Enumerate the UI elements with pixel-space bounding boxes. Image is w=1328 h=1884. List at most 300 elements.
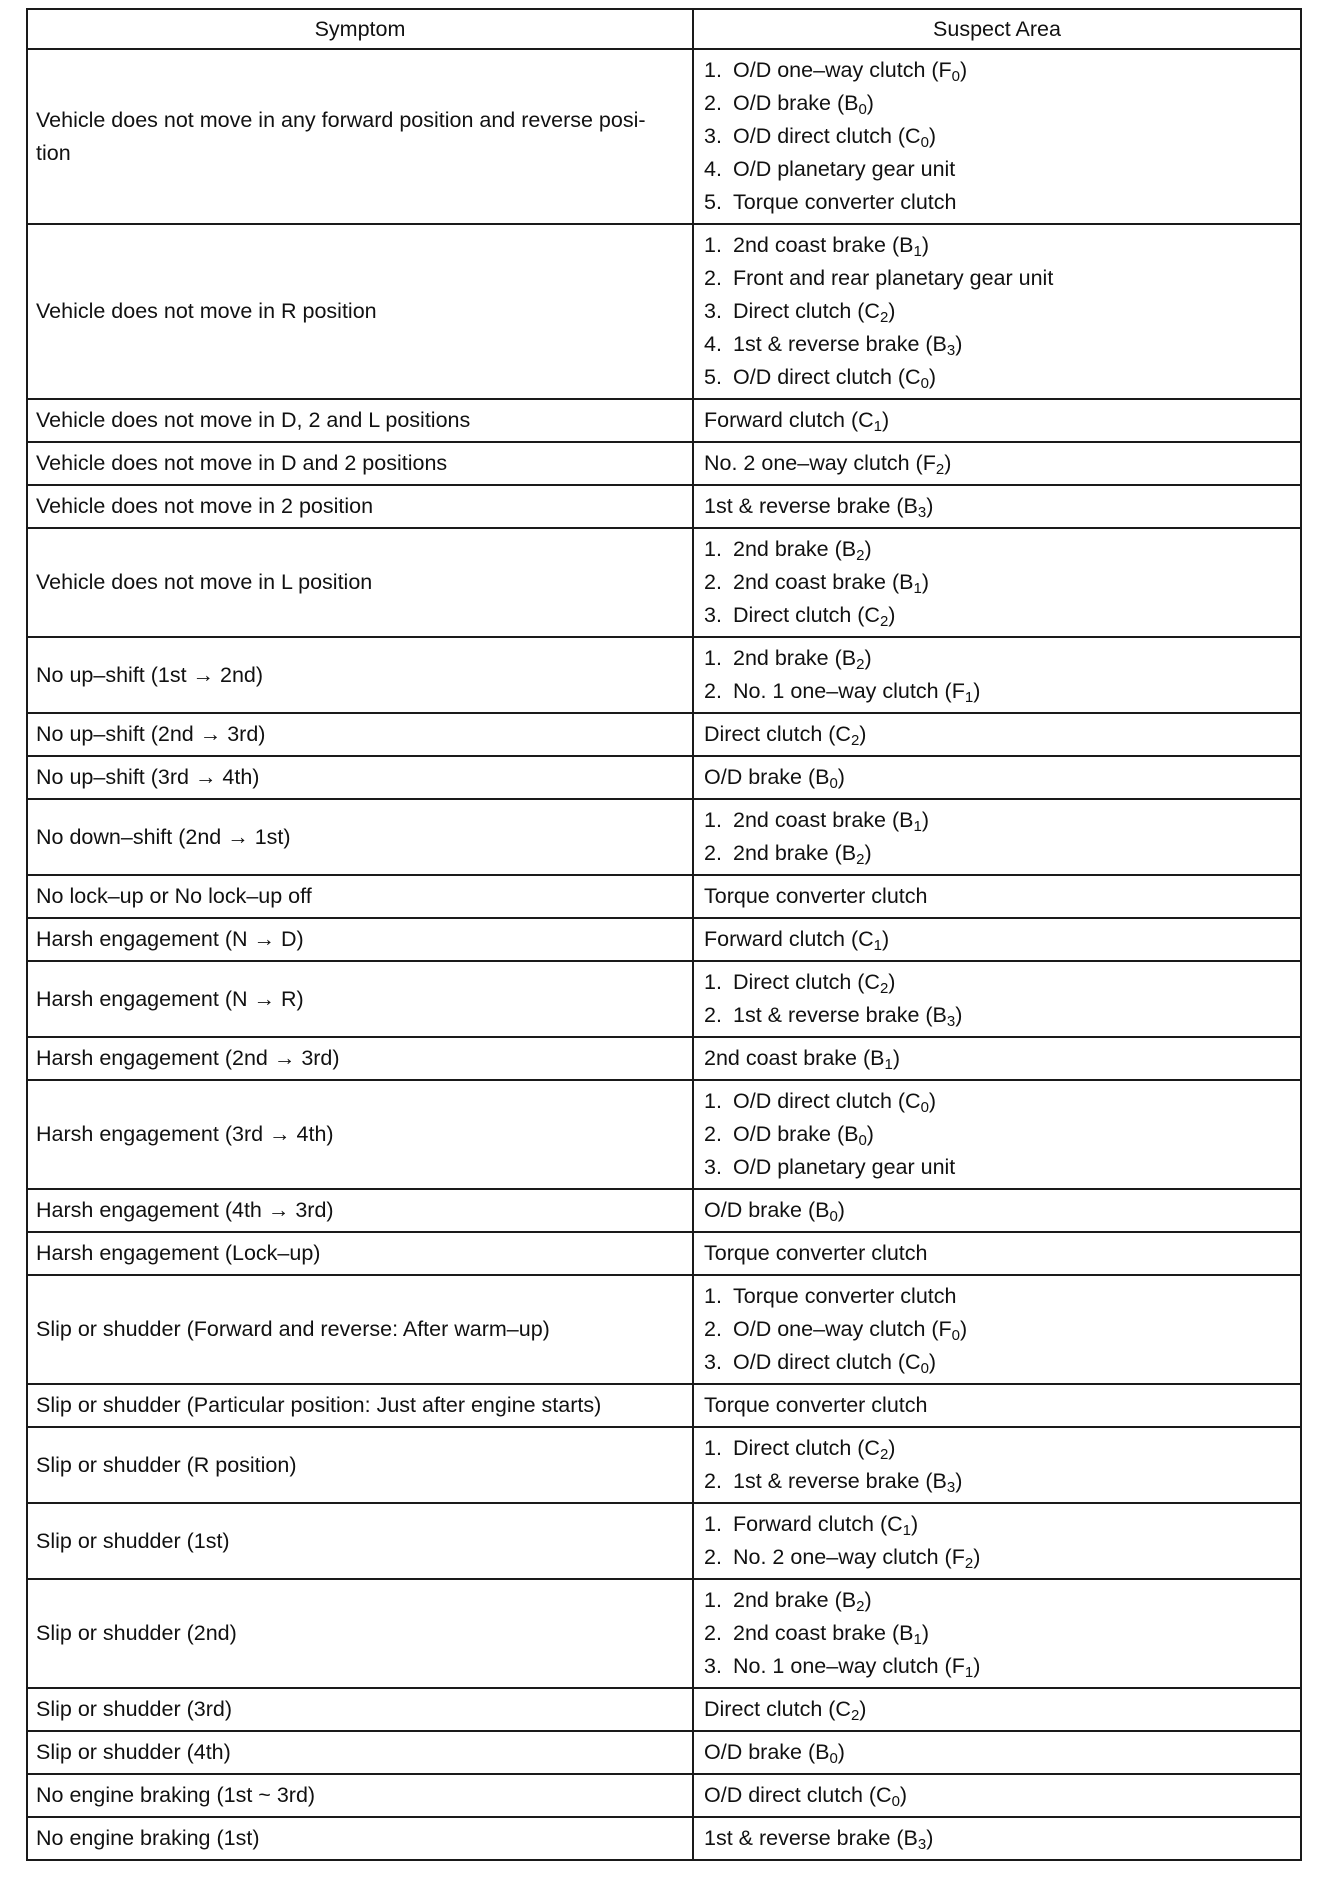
item-close-paren: )	[888, 1436, 896, 1460]
item-number: 3.	[704, 1155, 722, 1179]
item-subscript: 3	[946, 1479, 956, 1496]
table-row	[27, 1037, 1301, 1080]
suspect-area-cell	[693, 1427, 1301, 1503]
table-row	[27, 399, 1301, 442]
symptom-cell	[27, 1427, 693, 1503]
item-text: Direct clutch (C	[704, 722, 851, 746]
table-row	[27, 49, 1301, 224]
item-text: O/D planetary gear unit	[733, 1155, 956, 1179]
item-number: 4.	[704, 332, 722, 356]
symptom-cell	[27, 442, 693, 485]
item-subscript: 1	[873, 418, 882, 435]
table-row	[27, 1731, 1301, 1774]
symptom-text: Slip or shudder (2nd)	[36, 1621, 237, 1645]
suspect-area-cell	[693, 799, 1301, 875]
item-number: 3.	[704, 1654, 722, 1678]
item-subscript: 2	[879, 980, 889, 997]
table-row	[27, 875, 1301, 918]
item-text: Forward clutch (C	[704, 927, 874, 951]
item-subscript: 1	[902, 1522, 911, 1539]
item-number: 2.	[704, 1122, 722, 1146]
table-row	[27, 1774, 1301, 1817]
item-close-paren: )	[928, 1089, 937, 1113]
item-close-paren: )	[921, 233, 929, 257]
suspect-area-cell	[693, 1189, 1301, 1232]
item-number: 1.	[704, 1089, 722, 1113]
symptom-cell	[27, 1503, 693, 1579]
item-text: 2nd coast brake (B	[733, 233, 914, 257]
item-number: 3.	[704, 1350, 722, 1374]
item-number: 5.	[704, 365, 722, 389]
suspect-area-cell	[693, 1817, 1301, 1860]
table-row	[27, 442, 1301, 485]
suspect-area-item	[704, 1617, 1292, 1650]
item-text: Direct clutch (C	[704, 1697, 851, 1721]
item-close-paren: )	[892, 1046, 900, 1070]
symptom-cell	[27, 756, 693, 799]
item-text: 1st & reverse brake (B	[704, 1826, 918, 1850]
item-close-paren: )	[864, 537, 872, 561]
item-number: 1.	[704, 970, 722, 994]
item-close-paren: )	[866, 91, 874, 115]
item-subscript: 3	[917, 504, 927, 521]
suspect-area-item	[704, 642, 1292, 675]
item-close-paren: )	[837, 1740, 845, 1764]
symptom-text: No up–shift (2nd → 3rd)	[36, 722, 266, 746]
suspect-area-item	[704, 1650, 1292, 1683]
symptom-cell	[27, 918, 693, 961]
symptom-cell	[27, 49, 693, 224]
suspect-area-item	[704, 328, 1292, 361]
item-number: 1.	[704, 1588, 722, 1612]
symptom-text: Harsh engagement (N → D)	[36, 927, 304, 951]
suspect-area-item	[704, 1822, 1292, 1855]
item-close-paren: )	[866, 1122, 874, 1146]
suspect-area-item	[704, 229, 1292, 262]
item-text: No. 1 one–way clutch (F	[733, 1654, 965, 1678]
item-close-paren: )	[882, 927, 890, 951]
item-text: 2nd brake (B	[733, 841, 857, 865]
item-text: Front and rear planetary gear unit	[733, 266, 1054, 290]
item-number: 1.	[704, 1512, 722, 1536]
item-subscript: 1	[913, 1631, 922, 1648]
suspect-area-cell	[693, 1275, 1301, 1384]
item-subscript: 3	[917, 1836, 927, 1853]
suspect-area-cell	[693, 485, 1301, 528]
item-close-paren: )	[837, 765, 845, 789]
item-close-paren: )	[928, 124, 937, 148]
item-number: 1.	[704, 537, 722, 561]
item-number: 2.	[704, 266, 722, 290]
suspect-area-item	[704, 804, 1292, 837]
suspect-area-item	[704, 186, 1292, 219]
item-number: 5.	[704, 190, 722, 214]
table-row	[27, 1275, 1301, 1384]
item-close-paren: )	[859, 722, 867, 746]
item-close-paren: )	[882, 408, 890, 432]
symptom-cell	[27, 224, 693, 399]
symptom-cell	[27, 799, 693, 875]
symptom-cell	[27, 875, 693, 918]
item-text: 2nd coast brake (B	[704, 1046, 885, 1070]
item-subscript: 2	[850, 1707, 860, 1724]
symptom-text: Vehicle does not move in D and 2 positions	[36, 451, 448, 475]
symptom-text: Harsh engagement (Lock–up)	[36, 1241, 321, 1265]
item-text: 2nd coast brake (B	[733, 1621, 914, 1645]
table-row	[27, 1817, 1301, 1860]
item-subscript: 2	[935, 461, 945, 478]
item-text: 2nd coast brake (B	[733, 570, 914, 594]
item-text: O/D direct clutch (C	[733, 1350, 921, 1374]
suspect-area-column-header: Suspect Area	[693, 9, 1301, 49]
suspect-area-item	[704, 1432, 1292, 1465]
table-row	[27, 918, 1301, 961]
item-number: 2.	[704, 1003, 722, 1027]
symptom-text: Slip or shudder (1st)	[36, 1528, 230, 1553]
suspect-area-item	[704, 1779, 1292, 1812]
suspect-area-cell	[693, 875, 1301, 918]
item-subscript: 0	[920, 134, 929, 151]
item-subscript: 0	[920, 375, 929, 392]
item-text: O/D brake (B	[704, 765, 830, 789]
suspect-area-item	[704, 599, 1292, 632]
suspect-area-item	[704, 1085, 1292, 1118]
suspect-area-cell	[693, 1731, 1301, 1774]
symptom-cell	[27, 1688, 693, 1731]
suspect-area-cell	[693, 399, 1301, 442]
item-number: 4.	[704, 157, 722, 181]
suspect-area-cell	[693, 1688, 1301, 1731]
item-text: O/D brake (B	[704, 1198, 830, 1222]
suspect-area-cell	[693, 1080, 1301, 1189]
item-text: O/D direct clutch (C	[733, 365, 921, 389]
item-subscript: 0	[858, 101, 867, 118]
item-number: 2.	[704, 1469, 722, 1493]
table-row	[27, 1384, 1301, 1427]
suspect-area-item	[704, 675, 1292, 708]
symptom-text: No engine braking (1st)	[36, 1826, 260, 1850]
item-close-paren: )	[921, 808, 929, 832]
item-subscript: 0	[829, 1208, 838, 1225]
item-subscript: 0	[858, 1132, 867, 1149]
suspect-area-item	[704, 566, 1292, 599]
symptom-text: No up–shift (1st → 2nd)	[36, 662, 264, 687]
suspect-area-cell	[693, 637, 1301, 713]
item-number: 2.	[704, 570, 722, 594]
item-subscript: 2	[964, 1555, 974, 1572]
symptom-text: Vehicle does not move in D, 2 and L positions	[36, 408, 471, 432]
symptom-text: Slip or shudder (4th)	[36, 1740, 231, 1764]
suspect-area-cell	[693, 961, 1301, 1037]
item-text: O/D brake (B	[704, 1740, 830, 1764]
suspect-area-item	[704, 966, 1292, 999]
suspect-area-item	[704, 1280, 1292, 1313]
table-header-row	[27, 9, 1301, 49]
symptom-cell	[27, 1384, 693, 1427]
item-text: Torque converter clutch	[733, 190, 957, 214]
suspect-area-item	[704, 262, 1292, 295]
symptom-text: No up–shift (3rd → 4th)	[36, 765, 260, 789]
suspect-area-item	[704, 533, 1292, 566]
item-text: O/D one–way clutch (F	[733, 1317, 952, 1341]
item-number: 2.	[704, 1317, 722, 1341]
suspect-area-item	[704, 361, 1292, 394]
item-subscript: 2	[879, 309, 889, 326]
item-subscript: 1	[873, 937, 882, 954]
symptom-cell	[27, 713, 693, 756]
suspect-area-item	[704, 1194, 1292, 1227]
suspect-area-item	[704, 1693, 1292, 1726]
symptom-cell	[27, 399, 693, 442]
symptom-cell	[27, 1817, 693, 1860]
suspect-area-cell	[693, 1774, 1301, 1817]
suspect-area-item	[704, 1389, 1292, 1422]
item-text: No. 1 one–way clutch (F	[733, 679, 965, 703]
suspect-area-item	[704, 295, 1292, 328]
item-text: Forward clutch (C	[704, 408, 874, 432]
item-text: Direct clutch (C	[733, 299, 880, 323]
item-subscript: 0	[891, 1793, 900, 1810]
item-subscript: 2	[879, 613, 889, 630]
suspect-area-item	[704, 1118, 1292, 1151]
suspect-area-item	[704, 837, 1292, 870]
item-close-paren: )	[973, 1654, 981, 1678]
symptom-cell	[27, 1189, 693, 1232]
item-text: Torque converter clutch	[704, 1241, 928, 1265]
item-subscript: 2	[856, 1598, 865, 1615]
symptom-cell	[27, 637, 693, 713]
suspect-area-item	[704, 1508, 1292, 1541]
suspect-area-item	[704, 1151, 1292, 1184]
symptom-cell	[27, 1080, 693, 1189]
symptom-text: Vehicle does not move in L position	[36, 570, 373, 594]
item-subscript: 0	[951, 1327, 961, 1344]
item-subscript: 2	[856, 656, 865, 673]
table-row	[27, 1232, 1301, 1275]
suspect-area-item	[704, 54, 1292, 87]
suspect-area-cell	[693, 713, 1301, 756]
item-close-paren: )	[955, 1469, 963, 1493]
suspect-area-cell	[693, 1384, 1301, 1427]
item-close-paren: )	[837, 1198, 845, 1222]
item-text: Direct clutch (C	[733, 603, 880, 627]
table-row	[27, 485, 1301, 528]
item-text: 2nd brake (B	[733, 1588, 857, 1612]
suspect-area-item	[704, 761, 1292, 794]
suspect-area-cell	[693, 1037, 1301, 1080]
item-subscript: 1	[913, 243, 922, 260]
suspect-area-item	[704, 1042, 1292, 1075]
item-number: 2.	[704, 679, 722, 703]
suspect-area-item	[704, 1736, 1292, 1769]
symptom-cell	[27, 1037, 693, 1080]
table-row	[27, 1080, 1301, 1189]
suspect-area-cell	[693, 1503, 1301, 1579]
symptom-text: No lock–up or No lock–up off	[36, 884, 312, 908]
symptom-text: Harsh engagement (N → R)	[36, 986, 304, 1011]
item-text: Torque converter clutch	[704, 884, 928, 908]
item-subscript: 0	[829, 775, 838, 792]
item-text: 2nd coast brake (B	[733, 808, 914, 832]
item-text: 1st & reverse brake (B	[704, 494, 918, 518]
suspect-area-cell	[693, 224, 1301, 399]
symptom-text: Slip or shudder (3rd)	[36, 1697, 232, 1721]
symptom-text: Slip or shudder (Particular position: Just after engine starts)	[36, 1393, 602, 1417]
item-subscript: 0	[951, 68, 961, 85]
symptom-table-sheet	[26, 8, 1300, 1861]
symptom-text: No engine braking (1st ~ 3rd)	[36, 1783, 316, 1807]
item-close-paren: )	[955, 332, 963, 356]
table-row	[27, 1189, 1301, 1232]
item-number: 3.	[704, 124, 722, 148]
item-subscript: 0	[920, 1360, 929, 1377]
symptom-cell	[27, 1731, 693, 1774]
item-text: O/D direct clutch (C	[733, 124, 921, 148]
item-close-paren: )	[911, 1512, 919, 1536]
symptom-text: Harsh engagement (2nd → 3rd)	[36, 1046, 340, 1070]
suspect-area-cell	[693, 756, 1301, 799]
item-close-paren: )	[928, 1350, 937, 1374]
item-text: O/D brake (B	[733, 1122, 859, 1146]
suspect-area-item	[704, 447, 1292, 480]
item-close-paren: )	[864, 646, 872, 670]
symptom-cell	[27, 485, 693, 528]
suspect-area-item	[704, 923, 1292, 956]
item-number: 2.	[704, 1545, 722, 1569]
item-number: 3.	[704, 603, 722, 627]
symptom-cell	[27, 1232, 693, 1275]
suspect-area-item	[704, 1237, 1292, 1270]
item-text: 1st & reverse brake (B	[733, 332, 947, 356]
item-close-paren: )	[944, 451, 952, 475]
table-row	[27, 799, 1301, 875]
table-row	[27, 1427, 1301, 1503]
table-row	[27, 637, 1301, 713]
symptom-cell	[27, 961, 693, 1037]
item-text: 2nd brake (B	[733, 537, 857, 561]
item-text: O/D one–way clutch (F	[733, 58, 952, 82]
item-number: 1.	[704, 233, 722, 257]
symptom-text: Vehicle does not move in R position	[36, 299, 377, 323]
item-close-paren: )	[960, 58, 968, 82]
item-close-paren: )	[928, 365, 937, 389]
table-row	[27, 224, 1301, 399]
suspect-area-item	[704, 404, 1292, 437]
item-subscript: 1	[913, 580, 922, 597]
symptom-text: Vehicle does not move in 2 position	[36, 494, 374, 518]
item-subscript: 1	[913, 818, 922, 835]
suspect-area-item	[704, 1584, 1292, 1617]
item-text: Direct clutch (C	[733, 1436, 880, 1460]
symptom-text: Slip or shudder (Forward and reverse: After warm–up)	[36, 1317, 550, 1341]
symptom-text: Harsh engagement (3rd → 4th)	[36, 1122, 334, 1146]
item-number: 2.	[704, 1621, 722, 1645]
suspect-area-item	[704, 1346, 1292, 1379]
suspect-area-item	[704, 999, 1292, 1032]
item-text: 1st & reverse brake (B	[733, 1003, 947, 1027]
item-subscript: 1	[884, 1056, 893, 1073]
symptom-cell	[27, 528, 693, 637]
item-close-paren: )	[921, 1621, 929, 1645]
item-close-paren: )	[864, 1588, 872, 1612]
table-row	[27, 1579, 1301, 1688]
item-close-paren: )	[921, 570, 929, 594]
item-text: Direct clutch (C	[733, 970, 880, 994]
symptom-column-header: Symptom	[27, 9, 693, 49]
item-text: No. 2 one–way clutch (F	[733, 1545, 965, 1569]
item-subscript: 1	[964, 1664, 974, 1681]
symptom-cell	[27, 1579, 693, 1688]
item-subscript: 0	[920, 1099, 929, 1116]
item-close-paren: )	[960, 1317, 968, 1341]
item-text: O/D planetary gear unit	[733, 157, 956, 181]
suspect-area-item	[704, 1313, 1292, 1346]
item-number: 2.	[704, 841, 722, 865]
table-row	[27, 1688, 1301, 1731]
item-close-paren: )	[955, 1003, 963, 1027]
item-close-paren: )	[926, 1826, 934, 1850]
item-subscript: 2	[879, 1446, 889, 1463]
item-close-paren: )	[888, 603, 896, 627]
item-text: 1st & reverse brake (B	[733, 1469, 947, 1493]
item-close-paren: )	[888, 970, 896, 994]
item-text: Torque converter clutch	[733, 1284, 957, 1308]
suspect-area-item	[704, 1465, 1292, 1498]
item-text: No. 2 one–way clutch (F	[704, 451, 936, 475]
suspect-area-cell	[693, 528, 1301, 637]
item-text: Torque converter clutch	[704, 1393, 928, 1417]
symptom-text: Slip or shudder (R position)	[36, 1452, 297, 1477]
item-number: 1.	[704, 58, 722, 82]
item-text: Forward clutch (C	[733, 1512, 903, 1536]
suspect-area-cell	[693, 49, 1301, 224]
item-number: 1.	[704, 646, 722, 670]
item-close-paren: )	[973, 679, 981, 703]
item-subscript: 2	[850, 732, 860, 749]
suspect-area-item	[704, 490, 1292, 523]
item-text: O/D brake (B	[733, 91, 859, 115]
suspect-area-cell	[693, 1232, 1301, 1275]
suspect-area-cell	[693, 442, 1301, 485]
item-close-paren: )	[864, 841, 872, 865]
symptom-cell	[27, 1275, 693, 1384]
item-text: 2nd brake (B	[733, 646, 857, 670]
item-subscript: 2	[856, 547, 865, 564]
item-text: O/D direct clutch (C	[733, 1089, 921, 1113]
table-row	[27, 528, 1301, 637]
suspect-area-item	[704, 87, 1292, 120]
item-number: 3.	[704, 299, 722, 323]
symptom-cell	[27, 1774, 693, 1817]
symptom-suspect-table	[26, 8, 1302, 1861]
item-close-paren: )	[899, 1783, 908, 1807]
item-number: 1.	[704, 1436, 722, 1460]
suspect-area-item	[704, 1541, 1292, 1574]
suspect-area-item	[704, 120, 1292, 153]
table-body	[27, 49, 1301, 1860]
symptom-text: Harsh engagement (4th → 3rd)	[36, 1198, 334, 1222]
item-subscript: 1	[964, 689, 974, 706]
suspect-area-item	[704, 880, 1292, 913]
item-close-paren: )	[926, 494, 934, 518]
symptom-text: Vehicle does not move in any forward position and reverse posi- tion	[36, 107, 646, 165]
item-close-paren: )	[859, 1697, 867, 1721]
item-close-paren: )	[973, 1545, 981, 1569]
item-number: 2.	[704, 91, 722, 115]
table-row	[27, 1503, 1301, 1579]
suspect-area-cell	[693, 1579, 1301, 1688]
table-row	[27, 713, 1301, 756]
